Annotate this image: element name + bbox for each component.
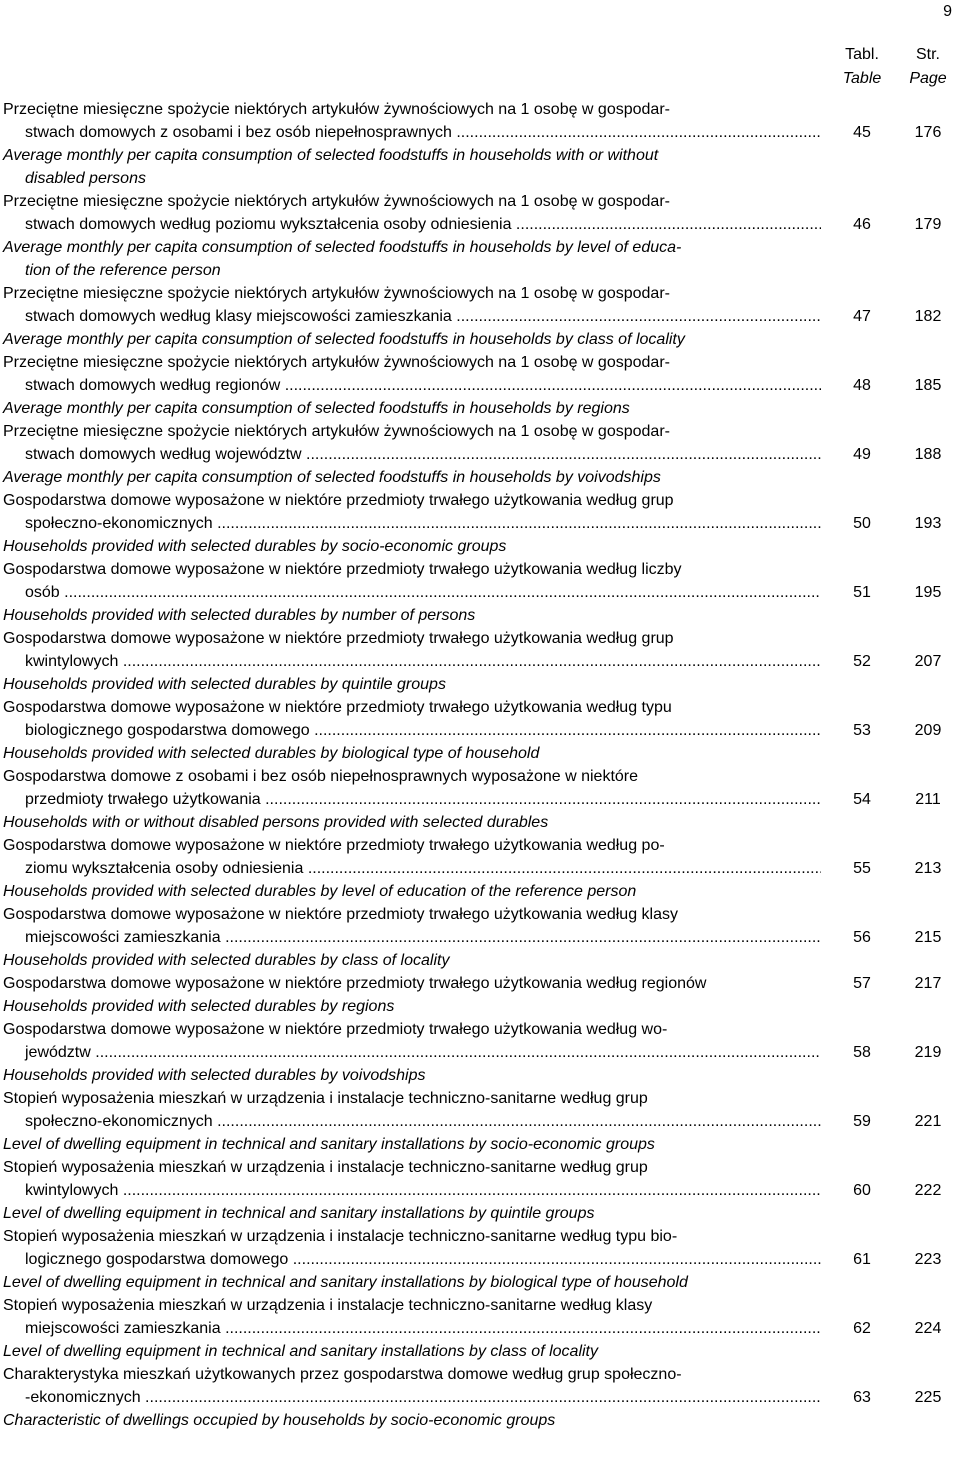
dot-leader <box>265 788 821 811</box>
toc-entry[interactable] <box>3 282 958 351</box>
toc-entry-title-pl-last-line: logicznego gospodarstwa domowego <box>25 1251 293 1268</box>
toc-entry-title-en-line: Average monthly per capita consumption of selected foodstuffs in households by voivodships <box>3 469 661 486</box>
toc-entry-title-pl <box>3 1018 821 1064</box>
toc-entry-page-number: 221 <box>914 1113 942 1130</box>
toc-entry-title-en-continuation: tion of the reference person <box>25 262 221 279</box>
dot-leader <box>314 719 821 742</box>
toc-entry-title-pl-last-line: ziomu wykształcenia osoby odniesienia <box>25 860 308 877</box>
toc-entry-title-en-line: Level of dwelling equipment in technical and sanitary installations by class of locality <box>3 1343 598 1360</box>
toc-entry-title-en-line: Average monthly per capita consumption of selected foodstuffs in households with or without <box>3 147 659 164</box>
toc-entry[interactable] <box>3 834 958 903</box>
dot-leader <box>306 443 821 466</box>
toc-entry-title-en-line: Households provided with selected durables by socio-economic groups <box>3 538 507 555</box>
toc-entry-title-en <box>3 604 821 627</box>
toc-entry-title-pl <box>3 765 821 811</box>
toc-entry-title-pl-last-line: społeczno-ekonomicznych <box>25 1113 218 1130</box>
toc-entry-title-pl <box>3 627 821 673</box>
toc-entry-table-number: 56 <box>853 929 871 946</box>
toc-entry-title-pl-line: Przeciętne miesięczne spożycie niektórych artykułów żywnościowych na 1 osobę w gospodar- <box>3 423 670 440</box>
toc-entry-table-number: 59 <box>853 1113 871 1130</box>
toc-entry[interactable] <box>3 1018 958 1087</box>
toc-entry-title-pl-line: Gospodarstwa domowe wyposażone w niektóre przedmioty trwałego użytkowania według typu <box>3 699 672 716</box>
toc-entry-title-pl <box>3 282 821 328</box>
toc-entry-table-number: 45 <box>853 124 871 141</box>
toc-entry-title-en-line: Characteristic of dwellings occupied by households by socio-economic groups <box>3 1412 556 1429</box>
toc-entry[interactable] <box>3 420 958 489</box>
dot-leader <box>225 926 821 949</box>
toc-entry-title-pl-line: Stopień wyposażenia mieszkań w urządzenia i instalacje techniczno-sanitarne według klasy <box>3 1297 653 1314</box>
toc-entry-title-pl <box>3 696 821 742</box>
toc-entry-page-number: 211 <box>915 791 941 808</box>
toc-entry-page-number: 185 <box>914 377 942 394</box>
toc-entry-title-pl-last-line: biologicznego gospodarstwa domowego <box>25 722 315 739</box>
toc-entry[interactable] <box>3 1225 958 1294</box>
toc-entry-title-pl <box>3 972 821 995</box>
toc-entry-table-number: 60 <box>853 1182 871 1199</box>
toc-entry-title-pl-last-line: przedmioty trwałego użytkowania <box>25 791 266 808</box>
page-header-pl: Str. <box>915 46 940 63</box>
toc-entry-title-pl-last-line: społeczno-ekonomicznych <box>25 515 218 532</box>
table-column-header <box>832 43 892 91</box>
toc-entry-title-pl-line: Gospodarstwa domowe wyposażone w niektóre przedmioty trwałego użytkowania według klasy <box>3 906 678 923</box>
toc-entry-page-number: 219 <box>914 1044 942 1061</box>
toc-entry[interactable] <box>3 1087 958 1156</box>
toc-entry-title-pl <box>3 1363 821 1409</box>
toc-entry-title-pl-last-line: stwach domowych według klasy miejscowości zamieszkania <box>25 308 457 325</box>
page-column-header <box>898 43 958 91</box>
dot-leader <box>516 213 821 236</box>
toc-entry[interactable] <box>3 190 958 282</box>
dot-leader <box>217 512 821 535</box>
page-header-en: Page <box>909 70 947 87</box>
toc-entry[interactable] <box>3 558 958 627</box>
page-number: 9 <box>943 3 952 20</box>
toc-entry[interactable] <box>3 98 958 190</box>
toc-entry-title-pl <box>3 1294 821 1340</box>
toc-entry-title-en <box>3 949 821 972</box>
toc-entry-title-en-line: Average monthly per capita consumption of selected foodstuffs in households by regions <box>3 400 630 417</box>
toc-entry-table-number: 63 <box>853 1389 871 1406</box>
dot-leader <box>95 1041 821 1064</box>
toc-entry-title-pl <box>3 489 821 535</box>
toc-entry-title-pl-line: Gospodarstwa domowe z osobami i bez osób niepełnosprawnych wyposażone w niektóre <box>3 768 639 785</box>
toc-entry-page-number: 224 <box>914 1320 942 1337</box>
toc-entry-title-en <box>3 1409 821 1432</box>
toc-entry-title-pl <box>3 1087 821 1133</box>
toc-entry-table-number: 61 <box>853 1251 871 1268</box>
dot-leader <box>308 857 821 880</box>
dot-leader <box>64 581 821 604</box>
toc-entry-title-pl <box>3 190 821 236</box>
toc-entry-title-pl <box>3 1225 821 1271</box>
toc-entry[interactable] <box>3 765 958 834</box>
toc-entry-title-pl-last-line: stwach domowych według regionów <box>25 377 285 394</box>
toc-entry-title-pl-line: Gospodarstwa domowe wyposażone w niektóre przedmioty trwałego użytkowania według liczby <box>3 561 682 578</box>
toc-entry-title-en-line: Level of dwelling equipment in technical and sanitary installations by biological type of household <box>3 1274 688 1291</box>
toc-entry-title-en <box>3 1340 821 1363</box>
toc-entry[interactable] <box>3 489 958 558</box>
toc-entry-title-pl-line: Stopień wyposażenia mieszkań w urządzenia i instalacje techniczno-sanitarne według typu bio- <box>3 1228 678 1245</box>
toc-entry[interactable] <box>3 1294 958 1363</box>
toc-entry-title-en-continuation: disabled persons <box>25 170 146 187</box>
toc-entry-title-en <box>3 1202 821 1225</box>
toc-entry-title-pl-last-line: miejscowości zamieszkania <box>25 1320 226 1337</box>
toc-entry-title-pl-line: Gospodarstwa domowe wyposażone w niektóre przedmioty trwałego użytkowania według grup <box>3 630 674 647</box>
toc-entry-title-pl-line: Przeciętne miesięczne spożycie niektórych artykułów żywnościowych na 1 osobę w gospodar- <box>3 193 670 210</box>
toc-entry-table-number: 53 <box>853 722 871 739</box>
toc-entry-page-number: 207 <box>914 653 942 670</box>
toc-entry-title-pl <box>3 558 821 604</box>
toc-entry-title-pl-last-line: stwach domowych z osobami i bez osób niepełnosprawnych <box>25 124 457 141</box>
toc-entry-title-en <box>3 673 821 696</box>
toc-entry-title-en <box>3 328 821 351</box>
toc-entry-title-en-line: Households with or without disabled persons provided with selected durables <box>3 814 549 831</box>
toc-entry-title-pl-last-line: stwach domowych według województw <box>25 446 307 463</box>
toc-entry-table-number: 52 <box>853 653 871 670</box>
toc-entry-table-number: 50 <box>853 515 871 532</box>
toc-entry[interactable] <box>3 972 958 1018</box>
toc-entry-table-number: 51 <box>853 584 871 601</box>
toc-entry-table-number: 47 <box>853 308 871 325</box>
toc-entry-table-number: 48 <box>853 377 871 394</box>
dot-leader <box>145 1386 821 1409</box>
toc-entry-page-number: 176 <box>914 124 942 141</box>
toc-entry-page-number: 217 <box>914 975 942 992</box>
table-header-en: Table <box>842 70 882 87</box>
toc-entry-title-en-line: Households provided with selected durables by biological type of household <box>3 745 540 762</box>
toc-entry-title-pl-line: Przeciętne miesięczne spożycie niektórych artykułów żywnościowych na 1 osobę w gospodar- <box>3 101 670 118</box>
toc-entry-title-pl-line: Gospodarstwa domowe wyposażone w niektóre przedmioty trwałego użytkowania według wo- <box>3 1021 668 1038</box>
toc-entry-title-en <box>3 1133 821 1156</box>
toc-entry-title-pl-line: Gospodarstwa domowe wyposażone w niektóre przedmioty trwałego użytkowania według grup <box>3 492 674 509</box>
toc-entry-title-en <box>3 397 821 420</box>
toc-entry-title-pl <box>3 351 821 397</box>
toc-entry-page-number: 179 <box>914 216 942 233</box>
toc-entry-table-number: 49 <box>853 446 871 463</box>
toc-entry-page-number: 209 <box>914 722 942 739</box>
toc-entry[interactable] <box>3 903 958 972</box>
toc-entry[interactable] <box>3 1363 958 1432</box>
toc-entry-table-number: 57 <box>853 975 871 992</box>
toc-entry-title-en <box>3 995 821 1018</box>
toc-entry-title-pl-last-line: kwintylowych <box>25 653 123 670</box>
dot-leader <box>123 650 821 673</box>
toc-entry-title-en <box>3 880 821 903</box>
toc-entry-title-pl <box>3 1156 821 1202</box>
toc-entry-page-number: 213 <box>914 860 942 877</box>
toc-entry-title-en <box>3 1064 821 1087</box>
toc-entry-title-pl-line: Przeciętne miesięczne spożycie niektórych artykułów żywnościowych na 1 osobę w gospodar- <box>3 354 670 371</box>
toc-entry-table-number: 62 <box>853 1320 871 1337</box>
toc-entry-page-number: 195 <box>914 584 942 601</box>
toc-entry-page-number: 215 <box>914 929 942 946</box>
toc-entry-page-number: 225 <box>914 1389 942 1406</box>
table-header-pl: Tabl. <box>845 46 879 63</box>
toc-entry-title-pl-last-line: kwintylowych <box>25 1182 123 1199</box>
toc-entry-title-pl <box>3 834 821 880</box>
toc-entry-page-number: 223 <box>914 1251 942 1268</box>
toc-entry-title-pl-last-line: -ekonomicznych <box>25 1389 146 1406</box>
toc-entry-title-pl-line: Charakterystyka mieszkań użytkowanych przez gospodarstwa domowe według grup społeczno- <box>3 1366 682 1383</box>
toc-entry-title-en <box>3 811 821 834</box>
toc-entry-page-number: 182 <box>914 308 942 325</box>
toc-entry[interactable] <box>3 627 958 696</box>
toc-entry-title-en <box>3 466 821 489</box>
toc-entry-title-pl-line: Stopień wyposażenia mieszkań w urządzenia i instalacje techniczno-sanitarne według grup <box>3 1090 648 1107</box>
toc-entry-title-pl-line: Przeciętne miesięczne spożycie niektórych artykułów żywnościowych na 1 osobę w gospodar- <box>3 285 670 302</box>
toc-entry-title-en <box>3 742 821 765</box>
toc-entry-page-number: 188 <box>914 446 942 463</box>
toc-entry-title-en <box>3 236 821 282</box>
toc-entry-title-pl-last-line: miejscowości zamieszkania <box>25 929 226 946</box>
toc-entry-title-pl <box>3 98 821 144</box>
toc-entry-table-number: 58 <box>853 1044 871 1061</box>
toc-entry-title-en-line: Level of dwelling equipment in technical and sanitary installations by socio-economic groups <box>3 1136 655 1153</box>
toc-entry-title-pl-last-line: jewództw <box>25 1044 96 1061</box>
dot-leader <box>293 1248 821 1271</box>
table-of-contents <box>3 98 958 1432</box>
toc-entry-title-pl-last-line: stwach domowych według poziomu wykształcenia osoby odniesienia <box>25 216 516 233</box>
toc-entry-title-en-line: Level of dwelling equipment in technical and sanitary installations by quintile groups <box>3 1205 595 1222</box>
toc-entry-table-number: 46 <box>853 216 871 233</box>
toc-entry-title-en-line: Households provided with selected durables by class of locality <box>3 952 450 969</box>
toc-entry-title-en-line: Households provided with selected durables by voivodships <box>3 1067 426 1084</box>
toc-entry-title-pl-last-line: osób <box>25 584 65 601</box>
toc-entry-title-en-line: Households provided with selected durables by number of persons <box>3 607 476 624</box>
toc-entry-title-pl <box>3 903 821 949</box>
toc-entry-title-en <box>3 144 821 190</box>
toc-entry[interactable] <box>3 351 958 420</box>
dot-leader <box>456 121 821 144</box>
toc-entry-page-number: 193 <box>914 515 942 532</box>
toc-entry-title-en-line: Households provided with selected durables by quintile groups <box>3 676 446 693</box>
toc-entry-title-pl <box>3 420 821 466</box>
dot-leader <box>225 1317 821 1340</box>
toc-entry-title-pl-line: Stopień wyposażenia mieszkań w urządzenia i instalacje techniczno-sanitarne według grup <box>3 1159 648 1176</box>
toc-entry-title-en-line: Average monthly per capita consumption of selected foodstuffs in households by level of educa- <box>3 239 682 256</box>
toc-entry[interactable] <box>3 696 958 765</box>
toc-entry-title-en-line: Average monthly per capita consumption of selected foodstuffs in households by class of locality <box>3 331 685 348</box>
dot-leader <box>456 305 821 328</box>
toc-entry-table-number: 54 <box>853 791 871 808</box>
toc-entry-title-en-line: Households provided with selected durables by level of education of the reference person <box>3 883 637 900</box>
dot-leader <box>123 1179 821 1202</box>
toc-entry-title-en <box>3 1271 821 1294</box>
dot-leader <box>285 374 821 397</box>
toc-entry-table-number: 55 <box>853 860 871 877</box>
toc-entry-title-en <box>3 535 821 558</box>
toc-entry-title-pl-last-line: Gospodarstwa domowe wyposażone w niektóre przedmioty trwałego użytkowania według regionów <box>3 975 707 992</box>
dot-leader <box>217 1110 821 1133</box>
toc-entry[interactable] <box>3 1156 958 1225</box>
toc-entry-page-number: 222 <box>914 1182 942 1199</box>
toc-entry-title-en-line: Households provided with selected durables by regions <box>3 998 395 1015</box>
toc-entry-title-pl-line: Gospodarstwa domowe wyposażone w niektóre przedmioty trwałego użytkowania według po- <box>3 837 665 854</box>
